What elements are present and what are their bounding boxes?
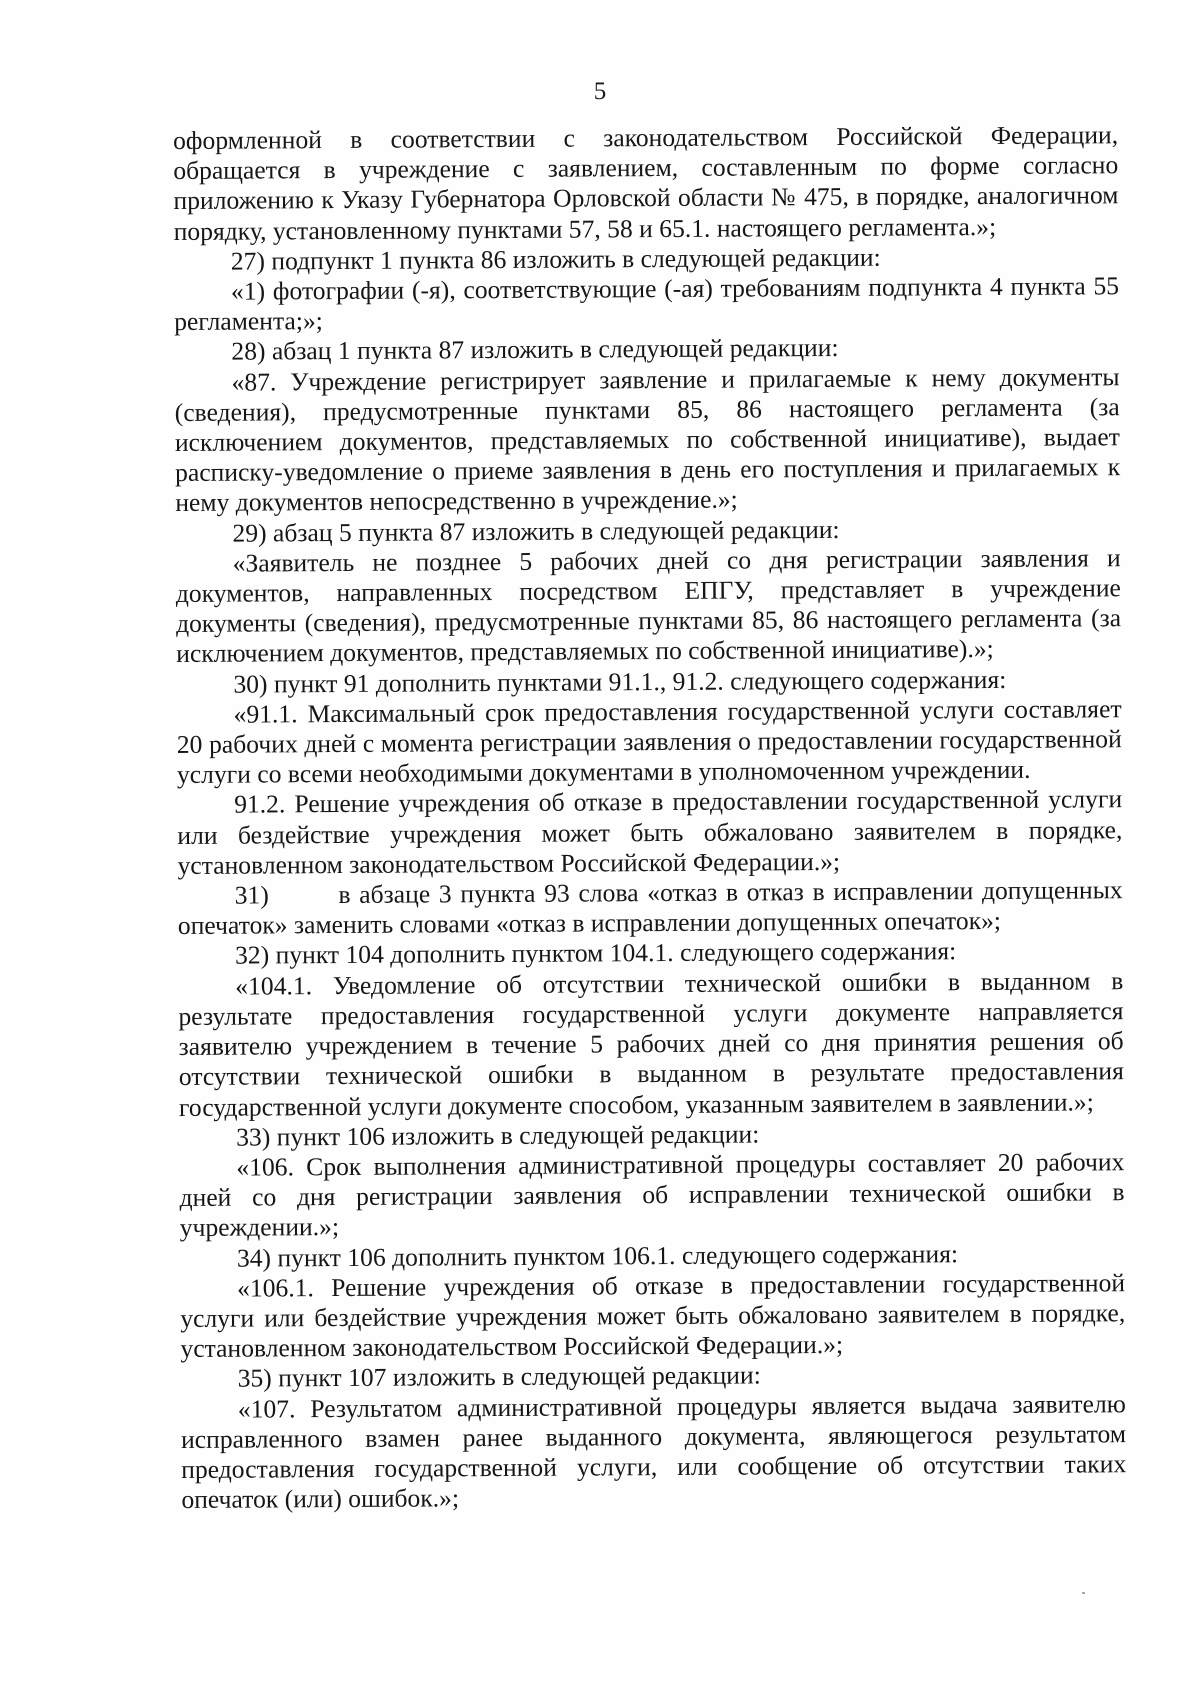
- paragraph-quote-applicant: «Заявитель не позднее 5 рабочих дней со дня регистрации заявления и документов, направленных посредством ЕПГУ, представляет в учреждение документы (сведения), предусмотренные пунктами 85, 86 настоящего регламента (за исключением документов, представляемых по собственной инициативе).»;: [175, 543, 1122, 669]
- page-number: 5: [593, 78, 607, 105]
- paragraph-item-29: 29) абзац 5 пункта 87 изложить в следующей редакции:: [232, 514, 840, 548]
- paragraph-quote-107: «107. Результатом административной процедуры является выдача заявителю исправленного взамен ранее выданного документа, являющегося результатом предоставления государственной услуги, или сообщение об отсутствии таких опечаток (или) ошибок.»;: [180, 1388, 1127, 1515]
- paragraph-quote-106: «106. Срок выполнения административной процедуры составляет 20 рабочих дней со дня регистрации заявления об исправлении технической ошибки в учреждении.»;: [179, 1147, 1125, 1243]
- paragraph-item-28: 28) абзац 1 пункта 87 изложить в следующей редакции:: [231, 333, 839, 367]
- paragraph-item-34: 34) пункт 106 дополнить пунктом 106.1. следующего содержания:: [236, 1238, 959, 1273]
- paragraph-item-30: 30) пункт 91 дополнить пунктами 91.1., 91.2. следующего содержания:: [233, 664, 1007, 699]
- paragraph-quote-91-1: «91.1. Максимальный срок предоставления государственной услуги составляет 20 рабочих дней с момента регистрации заявления о предоставлении государственной услуги со всеми необходимыми документами в уполномоченном учреждении.: [176, 694, 1122, 790]
- scan-speck: [1082, 1592, 1085, 1594]
- paragraph-item-35: 35) пункт 107 изложить в следующей редакции:: [237, 1360, 761, 1393]
- paragraph-quote-104-1: «104.1. Уведомление об отсутствии технической ошибки в выданном в результате предоставления государственной услуги документе направляется заявителю учреждением в течение 5 рабочих дней со дня принятия решения об отсутствии технической ошибки в выданном в результате предоставления государственной услуги документе способом, указанным заявителем в заявлении.»;: [178, 965, 1124, 1122]
- paragraph-item-27: 27) подпункт 1 пункта 86 изложить в следующей редакции:: [230, 242, 881, 276]
- paragraph-continuation: оформленной в соответствии с законодательством Российской Федерации, обращается в учреждение с заявлением, составленным по форме согласно приложению к Указу Губернатора Орловской области № 475, в порядке, аналогичном порядку, установленному пунктами 57, 58 и 65.1. настоящего регламента.»;: [173, 120, 1119, 246]
- paragraph-item-31: 31) в абзаце 3 пункта 93 слова «отказ в отказ в исправлении допущенных опечаток» заменить словами «отказ в исправлении допущенных опечаток»;: [177, 875, 1130, 941]
- paragraph-quote-87: «87. Учреждение регистрирует заявление и прилагаемые к нему документы (сведения), предусмотренные пунктами 85, 86 настоящего регламента (за исключением документов, представляемых по собственной инициативе), выдает расписку-уведомление о приеме заявления в день его поступления и прилагаемых к нему документов непосредственно в учреждение.»;: [174, 361, 1121, 518]
- paragraph-item-33: 33) пункт 106 изложить в следующей редакции:: [236, 1119, 760, 1152]
- paragraph-91-2: 91.2. Решение учреждения об отказе в предоставлении государственной услуги или бездействие учреждения может быть обжаловано заявителем в порядке, установленном законодательством Российской Федерации.»;: [177, 784, 1123, 880]
- paragraph-item-32: 32) пункт 104 дополнить пунктом 104.1. следующего содержания:: [234, 936, 957, 971]
- paragraph-quote-106-1: «106.1. Решение учреждения об отказе в предоставлении государственной услуги или бездействие учреждения может быть обжаловано заявителем в порядке, установленном законодательством Российской Федерации.»;: [180, 1267, 1126, 1364]
- document-body: [173, 120, 1130, 1515]
- paragraph-quote-photos: «1) фотографии (-я), соответствующие (-ая) требованиям подпункта 4 пункта 55 регламента;»;: [174, 271, 1120, 337]
